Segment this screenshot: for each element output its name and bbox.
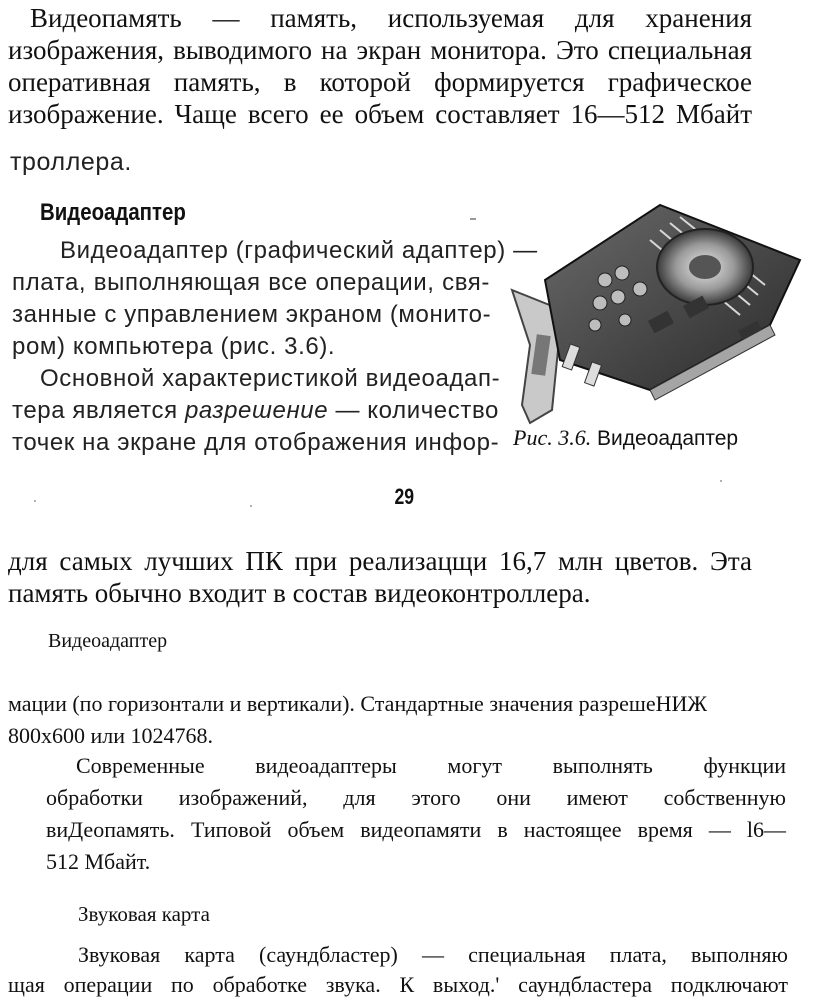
text-line: точек на экране для отображения инфор- bbox=[12, 429, 500, 456]
scan-paragraph-2 bbox=[12, 363, 501, 459]
video-paragraph bbox=[8, 688, 788, 752]
figure-caption-text: Видеоадаптер bbox=[591, 427, 739, 450]
graphics-card-image bbox=[500, 185, 805, 435]
text-line: виДеопамять. Типовой объем видеопамяти в настоящее время — l6— bbox=[46, 817, 786, 842]
text-line: оперативная память, в которой формируется графическое bbox=[8, 67, 752, 97]
italic-term: разрешение bbox=[184, 397, 329, 424]
section-heading-sound-card: Звуковая карта bbox=[78, 902, 210, 926]
text-line bbox=[12, 395, 499, 427]
page-number: 29 bbox=[394, 484, 415, 509]
text-line: Современные видеоадаптеры могут выполнять функции bbox=[76, 753, 786, 778]
scan-paragraph-1 bbox=[12, 235, 538, 363]
text-line: мации (по горизонтали и вертикали). Стандартные значения разрешеНИЖ bbox=[8, 691, 708, 716]
middle-paragraph bbox=[8, 545, 752, 609]
scan-fragment-top: троллера. bbox=[10, 148, 132, 176]
text-line: для самых лучших ПК при реализацщи 16,7 млн цветов. Эта bbox=[8, 546, 752, 576]
scan-speck bbox=[250, 505, 252, 507]
text-line: плата, выполняющая все операции, свя- bbox=[12, 269, 490, 296]
section-heading-video-adapter: Видеоадаптер bbox=[48, 630, 168, 652]
text-line: обработки изображений, для этого они имеют собственную bbox=[46, 785, 786, 810]
figure-caption-number: Рис. 3.6. bbox=[513, 425, 592, 450]
text-line: 512 Мбайт. bbox=[46, 849, 151, 874]
scan-speck bbox=[720, 480, 722, 482]
text-line: память обычно входит в состав видеоконтроллера. bbox=[8, 578, 591, 608]
text-line: изображения, выводимого на экран монитора. Это специальная bbox=[8, 35, 752, 65]
modern-adapters-paragraph bbox=[46, 750, 786, 878]
text-line: щая операции по обработке звука. К выход.' саундбластера подключают bbox=[8, 972, 788, 997]
figure-caption bbox=[513, 425, 738, 451]
text-line: Видеопамять — память, используемая для хранения bbox=[30, 3, 752, 33]
text-fragment: — количество bbox=[328, 397, 499, 424]
top-paragraph bbox=[8, 2, 752, 130]
scan-speck bbox=[34, 500, 36, 502]
text-fragment: тера является bbox=[12, 397, 185, 424]
scan-heading: Видеоадаптер bbox=[40, 199, 186, 226]
text-line: Звуковая карта (саундбластер) — специальная плата, выполняю bbox=[78, 942, 788, 967]
text-line: 800x600 или 1024768. bbox=[8, 723, 214, 748]
sound-card-paragraph bbox=[8, 940, 788, 1000]
scan-speck bbox=[470, 218, 476, 220]
graphics-card-icon bbox=[500, 185, 805, 435]
text-line: Основной характеристикой видеоадап- bbox=[40, 365, 501, 392]
text-line: изображение. Чаще всего ее объем составляет 16—512 Мбайт bbox=[8, 99, 752, 129]
text-line: занные с управлением экраном (монито- bbox=[12, 301, 492, 328]
text-line: Видеоадаптер (графический адаптер) — bbox=[60, 237, 538, 264]
text-line: ром) компьютера (рис. 3.6). bbox=[12, 333, 336, 360]
